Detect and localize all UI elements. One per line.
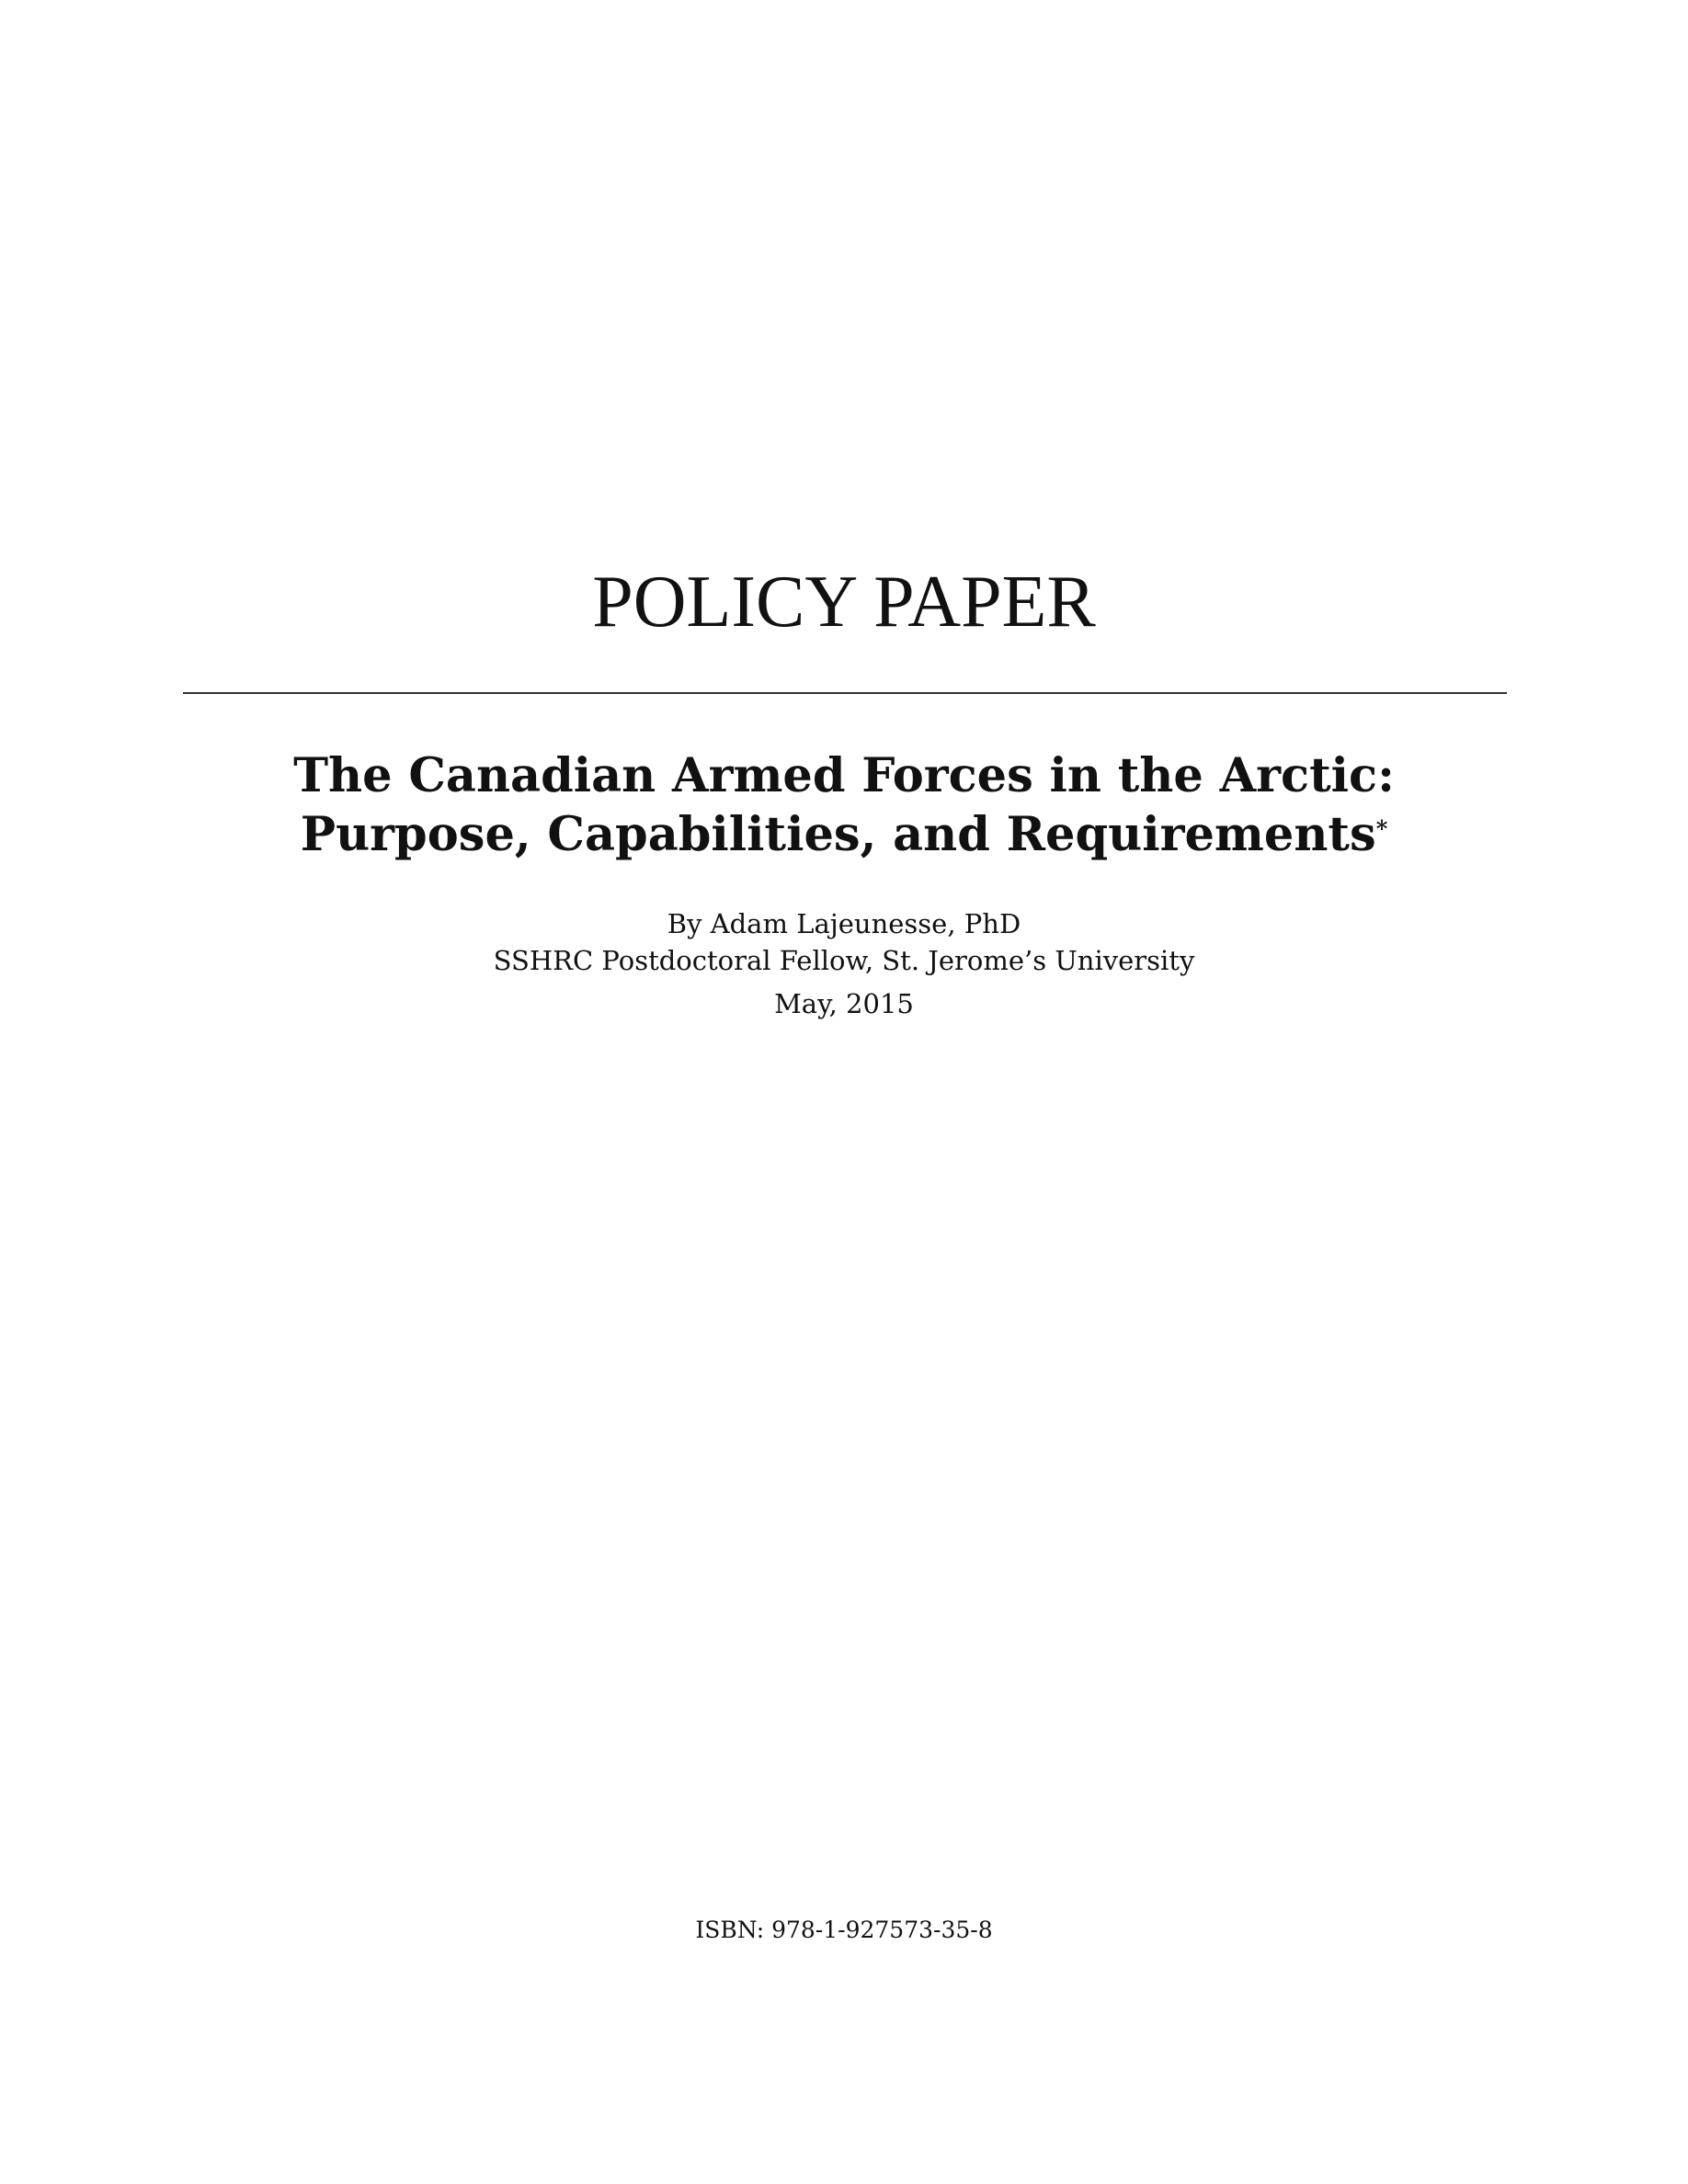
title-line-2: Purpose, Capabilities, and Requirements — [300, 807, 1376, 862]
author-byline: By Adam Lajeunesse, PhD — [667, 908, 1021, 939]
title-line-1: The Canadian Armed Forces in the Arctic: — [293, 748, 1395, 803]
author-affiliation: SSHRC Postdoctoral Fellow, St. Jerome’s University — [493, 945, 1195, 976]
isbn: ISBN: 978-1-927573-35-8 — [695, 1917, 993, 1943]
paper-title — [0, 746, 1688, 864]
publication-date: May, 2015 — [774, 988, 914, 1019]
footnote-marker: * — [1375, 815, 1388, 842]
author-block — [0, 905, 1688, 979]
horizontal-divider — [183, 692, 1507, 694]
document-type-heading: POLICY PAPER — [592, 562, 1096, 643]
